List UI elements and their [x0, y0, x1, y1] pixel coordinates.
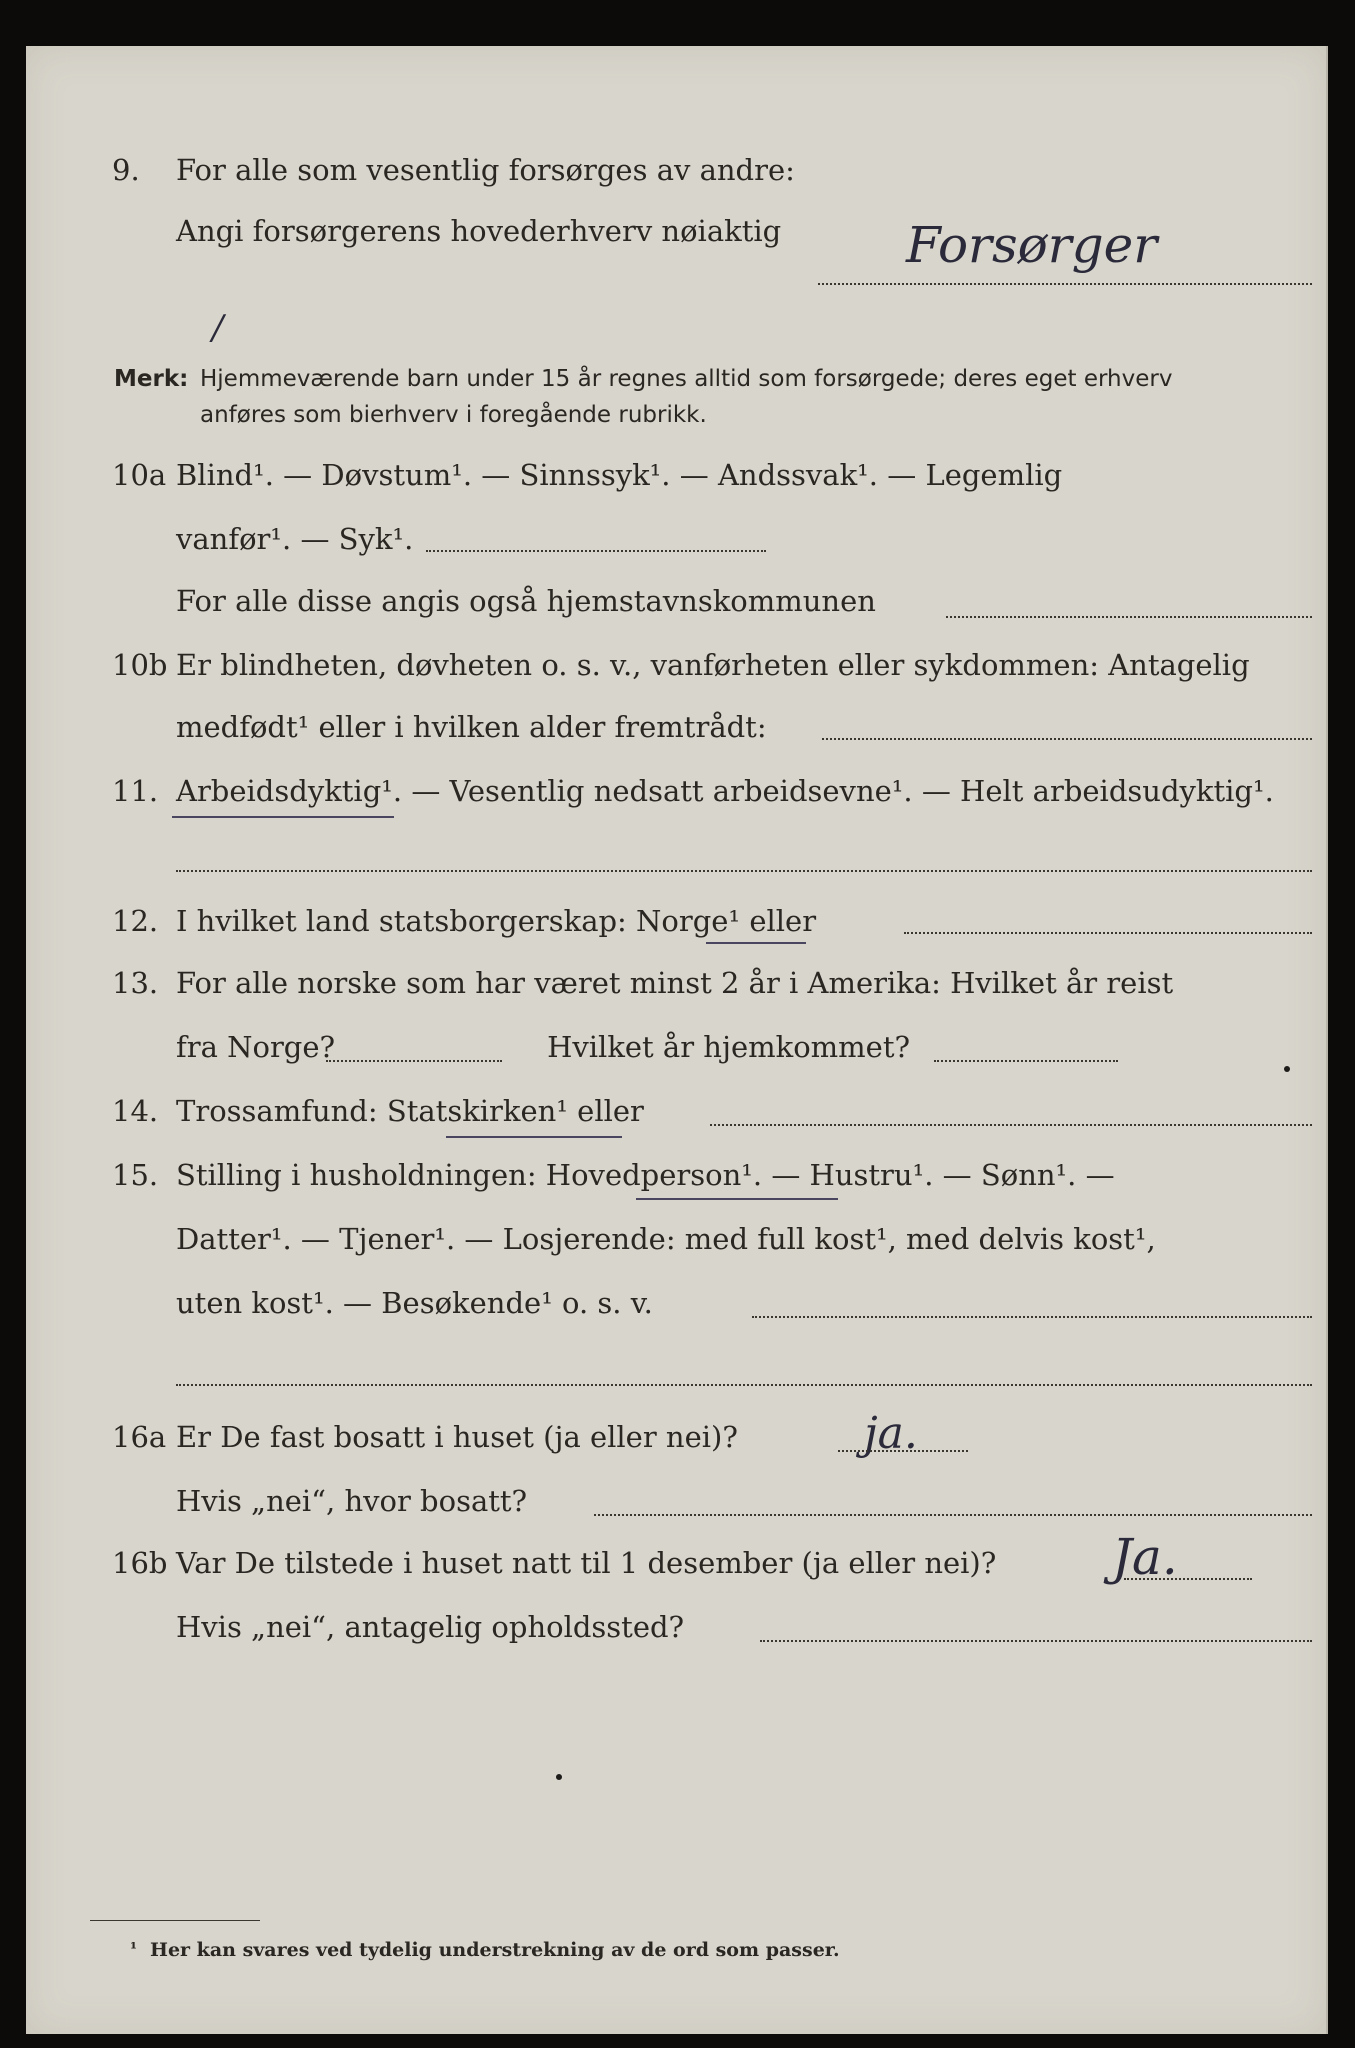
question-text: I hvilket land statsborgerskap: Norge¹ eller [176, 904, 817, 938]
question-text: Blind¹. — Døvstum¹. — Sinnssyk¹. — Andssvak¹. — Legemlig [176, 458, 1063, 492]
answer-line [1124, 1578, 1252, 1580]
question-number: 13. [112, 966, 159, 1000]
note-text: anføres som bierhverv i foregående rubrikk. [200, 402, 707, 428]
question-10b [26, 648, 1326, 698]
question-13-line2 [26, 1030, 1326, 1080]
answer-line [176, 870, 1312, 872]
question-text: For alle norske som har været minst 2 år i Amerika: Hvilket år reist [176, 966, 1174, 1000]
question-12 [26, 904, 1326, 954]
answer-line [710, 1124, 1312, 1126]
answer-line [904, 932, 1312, 934]
question-text: uten kost¹. — Besøkende¹ o. s. v. [176, 1286, 653, 1320]
answer-line [838, 1450, 968, 1452]
question-text: Stilling i husholdningen: Hovedperson¹. — Hustru¹. — Sønn¹. — [176, 1158, 1115, 1192]
handwritten-answer: ja. [864, 1408, 918, 1459]
question-15-line3 [26, 1286, 1326, 1336]
question-9 [26, 153, 1326, 203]
question-text: Arbeidsdyktig¹. — Vesentlig nedsatt arbeidsevne¹. — Helt arbeidsudyktig¹. [176, 774, 1274, 808]
question-text: Er blindheten, døvheten o. s. v., vanførheten eller sykdommen: Antagelig [176, 648, 1250, 682]
question-text: For alle disse angis også hjemstavnskommunen [176, 584, 876, 618]
question-text: Angi forsørgerens hovederhverv nøiaktig [176, 214, 782, 248]
question-number: 16a [112, 1420, 167, 1454]
question-text: For alle som vesentlig forsørges av andre: [176, 153, 795, 187]
underline-mark [636, 1198, 838, 1200]
answer-line [946, 616, 1312, 618]
question-text: Datter¹. — Tjener¹. — Losjerende: med full kost¹, med delvis kost¹, [176, 1222, 1156, 1256]
underline-mark [172, 816, 394, 818]
note-label: Merk: [114, 366, 189, 392]
question-16b-line2 [26, 1610, 1326, 1660]
question-16a [26, 1420, 1326, 1470]
question-13 [26, 966, 1326, 1016]
handwritten-answer: Ja. [1112, 1528, 1178, 1586]
answer-line [934, 1060, 1118, 1062]
ink-speck [556, 1774, 562, 1780]
question-number: 16b [112, 1546, 168, 1580]
handwritten-answer: Forsørger [906, 216, 1158, 274]
answer-line [426, 550, 766, 552]
ink-speck [1284, 1066, 1290, 1072]
footnote-rule [90, 1920, 260, 1921]
answer-line [594, 1514, 1312, 1516]
question-text: Var De tilstede i huset natt til 1 desember (ja eller nei)? [176, 1546, 997, 1580]
question-text: vanfør¹. — Syk¹. [176, 522, 414, 556]
census-form-page [26, 46, 1328, 2034]
question-15-line2 [26, 1222, 1326, 1272]
question-number: 9. [112, 153, 140, 187]
question-number: 10b [112, 648, 168, 682]
answer-line [760, 1640, 1312, 1642]
note-text: Hjemmeværende barn under 15 år regnes alltid som forsørgede; deres eget erhverv [200, 366, 1173, 392]
answer-line [818, 283, 1312, 285]
underline-mark [446, 1136, 622, 1138]
question-14 [26, 1094, 1326, 1144]
question-10b-line2 [26, 710, 1326, 760]
question-number: 15. [112, 1158, 159, 1192]
underline-mark [706, 942, 806, 944]
answer-line [326, 1060, 502, 1062]
footnote-text: Her kan svares ved tydelig understrekning av de ord som passer. [150, 1939, 840, 1961]
question-number: 11. [112, 774, 159, 808]
answer-line [176, 1384, 1312, 1386]
question-text: fra Norge? Hvilket år hjemkommet? [176, 1030, 911, 1064]
question-number: 10a [112, 458, 167, 492]
question-number: 12. [112, 904, 159, 938]
question-text: medfødt¹ eller i hvilken alder fremtrådt: [176, 710, 767, 744]
question-10a-line2 [26, 522, 1326, 572]
answer-line [822, 738, 1312, 740]
question-10a [26, 458, 1326, 508]
handwritten-mark: / [212, 308, 224, 348]
question-15 [26, 1158, 1326, 1208]
footnote-marker: ¹ [130, 1939, 138, 1958]
question-number: 14. [112, 1094, 159, 1128]
question-text: Er De fast bosatt i huset (ja eller nei)? [176, 1420, 738, 1454]
answer-line [752, 1316, 1312, 1318]
question-text: Hvis „nei“, hvor bosatt? [176, 1484, 528, 1518]
question-16a-line2 [26, 1484, 1326, 1534]
question-10a-line3 [26, 584, 1326, 634]
question-text: Hvis „nei“, antagelig opholdssted? [176, 1610, 685, 1644]
question-text: Trossamfund: Statskirken¹ eller [176, 1094, 644, 1128]
